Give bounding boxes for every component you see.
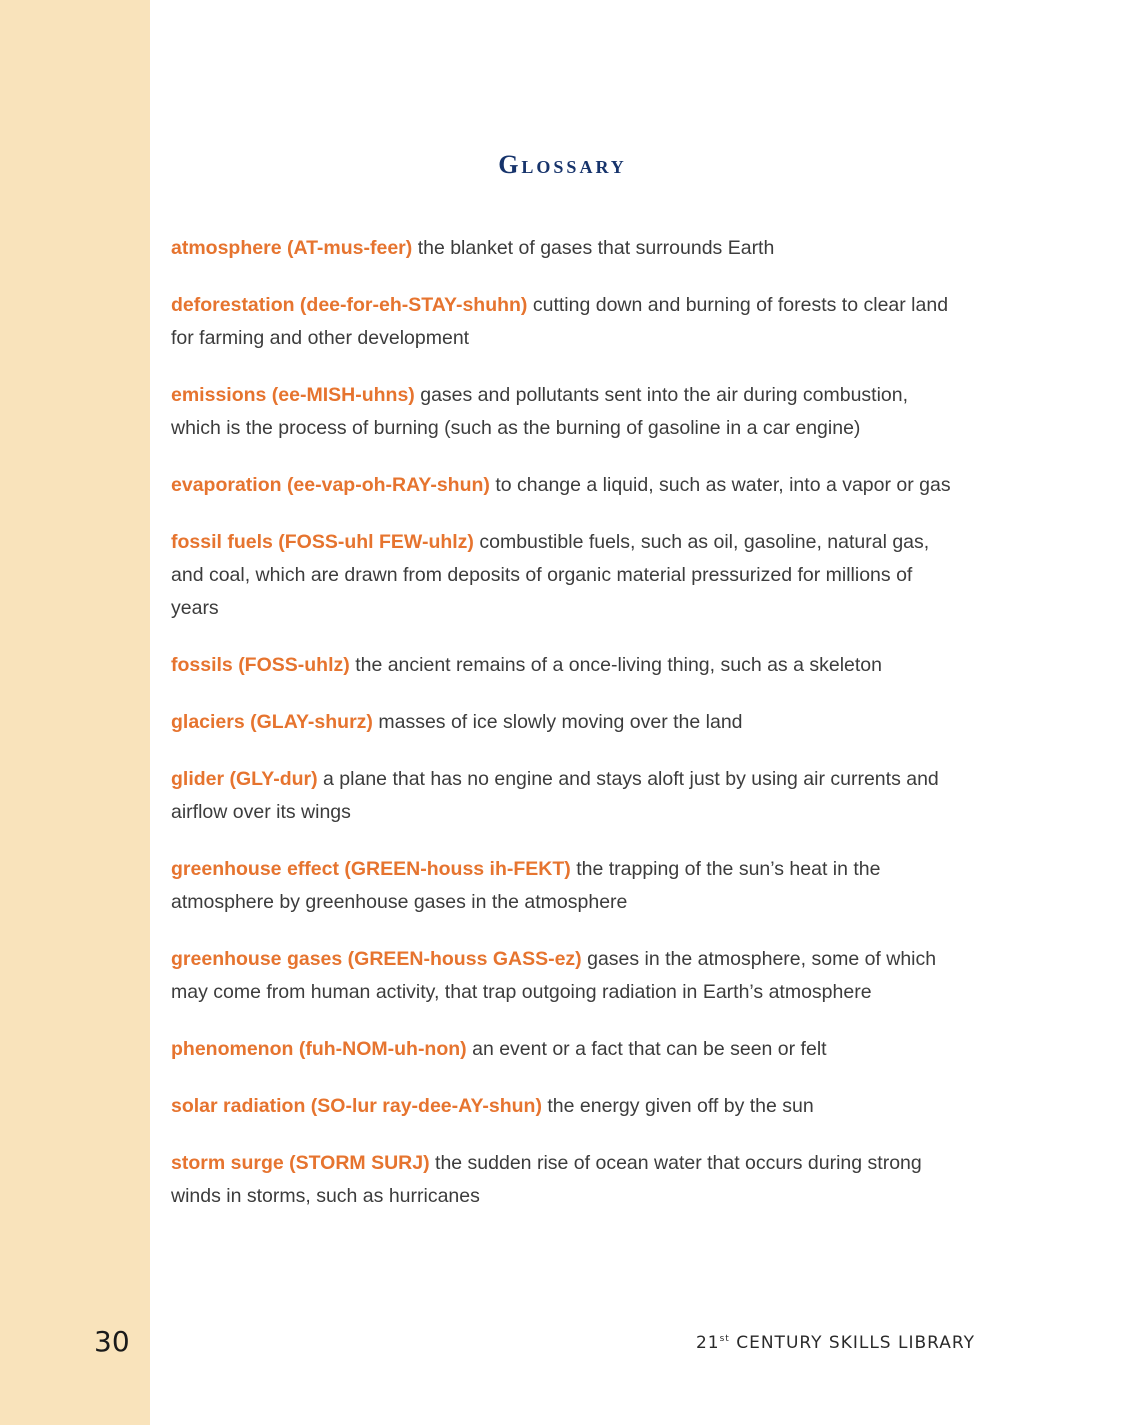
glossary-entry: [171, 853, 961, 919]
glossary-definition: the ancient remains of a once-living thing, such as a skeleton: [355, 654, 882, 676]
series-name: CENTURY SKILLS LIBRARY: [729, 1333, 975, 1353]
glossary-entry: [171, 943, 961, 1009]
page-number: 30: [94, 1325, 130, 1358]
glossary-entry: [171, 1090, 961, 1123]
glossary-definition: to change a liquid, such as water, into a vapor or gas: [495, 474, 951, 496]
glossary-term: emissions (ee-MISH-uhns): [171, 384, 415, 406]
glossary-definition: the trapping of the sun’s heat in the atmosphere by greenhouse gases in the atmosphere: [171, 858, 881, 913]
glossary-term: glider (GLY-dur): [171, 768, 318, 790]
glossary-entry: [171, 706, 961, 739]
glossary-definition: gases and pollutants sent into the air during combustion, which is the process of burning (such as the burning of gasoline in a car engine): [171, 384, 909, 439]
glossary-definition: cutting down and burning of forests to clear land for farming and other development: [171, 294, 949, 349]
glossary-term: atmosphere (AT-mus-feer): [171, 237, 413, 259]
glossary-entry: [171, 232, 961, 265]
page-title: Glossary: [498, 150, 627, 179]
glossary-entry: [171, 1033, 961, 1066]
glossary-term: solar radiation (SO-lur ray-dee-AY-shun): [171, 1095, 542, 1117]
glossary-term: greenhouse effect (GREEN-houss ih-FEKT): [171, 858, 571, 880]
footer-series-title: [696, 1333, 975, 1353]
glossary-definition: a plane that has no engine and stays aloft just by using air currents and airflow over its wings: [171, 768, 939, 823]
glossary-definition: combustible fuels, such as oil, gasoline, natural gas, and coal, which are drawn from deposits of organic material pressurized for millions of years: [171, 531, 930, 619]
glossary-definition: masses of ice slowly moving over the land: [378, 711, 743, 733]
glossary-term: phenomenon (fuh-NOM-uh-non): [171, 1038, 467, 1060]
glossary-term: fossils (FOSS-uhlz): [171, 654, 350, 676]
glossary-entry: [171, 469, 961, 502]
series-number: 21: [695, 1333, 720, 1353]
glossary-definition: the energy given off by the sun: [547, 1095, 814, 1117]
glossary-term: evaporation (ee-vap-oh-RAY-shun): [171, 474, 490, 496]
glossary-term: fossil fuels (FOSS-uhl FEW-uhlz): [171, 531, 474, 553]
glossary-definition: an event or a fact that can be seen or felt: [472, 1038, 827, 1060]
page-side-band: [0, 0, 150, 1425]
series-ordinal-suffix: st: [719, 1334, 730, 1344]
glossary-term: storm surge (STORM SURJ): [171, 1152, 430, 1174]
glossary-entry: [171, 763, 961, 829]
glossary-definition: the sudden rise of ocean water that occurs during strong winds in storms, such as hurricanes: [171, 1152, 922, 1207]
glossary-entry: [171, 1147, 961, 1213]
glossary-term: greenhouse gases (GREEN-houss GASS-ez): [171, 948, 582, 970]
glossary-definition: gases in the atmosphere, some of which may come from human activity, that trap outgoing radiation in Earth’s atmosphere: [171, 948, 937, 1003]
glossary-entry: [171, 649, 961, 682]
glossary-entry: [171, 526, 961, 625]
glossary-list: [171, 232, 961, 1237]
glossary-entry: [171, 379, 961, 445]
glossary-term: glaciers (GLAY-shurz): [171, 711, 373, 733]
glossary-definition: the blanket of gases that surrounds Earth: [417, 237, 775, 259]
glossary-entry: [171, 289, 961, 355]
glossary-term: deforestation (dee-for-eh-STAY-shuhn): [171, 294, 528, 316]
